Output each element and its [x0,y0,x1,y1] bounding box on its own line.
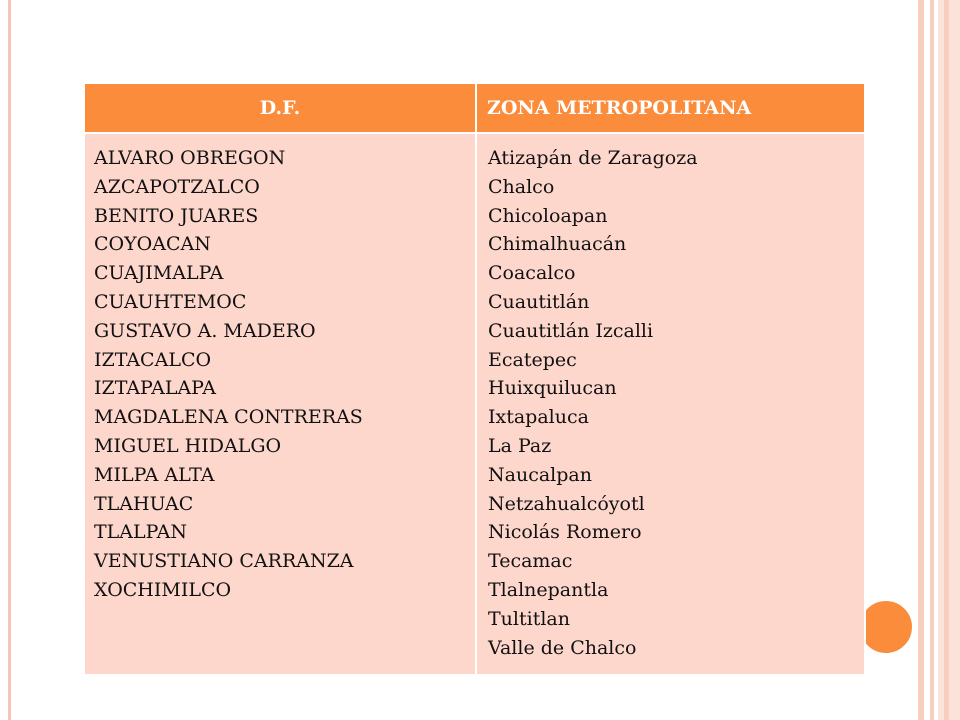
list-item: La Paz [488,434,552,457]
list-item: Ecatepec [488,348,577,371]
list-item: ALVARO OBREGON [94,147,286,169]
right-frame-band [938,0,960,720]
right-frame-band [930,0,934,720]
list-item: Cuautitlán [488,290,590,313]
right-frame-band [918,0,924,720]
list-item: Tultitlan [488,607,570,630]
list-item: Netzahualcóyotl [488,492,645,515]
list-item: IZTACALCO [94,348,212,371]
list-item: Chalco [488,175,555,198]
zona-municipios-list [486,144,856,662]
list-item: AZCAPOTZALCO [94,175,260,198]
list-item: Tecamac [488,550,573,573]
list-item: VENUSTIANO CARRANZA [94,550,354,573]
list-item: MILPA ALTA [94,463,215,486]
list-item: BENITO JUARES [94,204,259,227]
list-item: Huixquilucan [488,377,617,400]
list-item: Nicolás Romero [488,521,642,544]
df-delegaciones-list [94,144,467,605]
list-item: TLAHUAC [94,492,194,515]
header-df: D.F. [84,83,476,133]
list-item: Cuautitlán Izcalli [488,319,654,342]
list-item: XOCHIMILCO [94,578,232,601]
list-item: MIGUEL HIDALGO [94,434,282,457]
table-row [84,133,865,675]
list-item: Ixtapaluca [488,406,589,429]
list-item: Naucalpan [488,463,592,486]
list-item: CUAUHTEMOC [94,290,247,313]
left-frame-line [8,0,11,720]
table-header-row [84,83,865,133]
list-item: Coacalco [488,262,576,285]
list-item: Chimalhuacán [488,233,627,256]
municipalities-table [83,82,866,676]
header-zona-metropolitana: ZONA METROPOLITANA [476,83,865,133]
df-cell [84,133,476,675]
list-item: CUAJIMALPA [94,262,224,285]
list-item: Valle de Chalco [488,636,637,659]
list-item: TLALPAN [94,521,188,544]
list-item: COYOACAN [94,233,211,256]
right-frame-band [944,0,949,720]
list-item: Chicoloapan [488,204,608,227]
list-item: GUSTAVO A. MADERO [94,319,316,342]
list-item: Atizapán de Zaragoza [488,147,698,169]
list-item: Tlalnepantla [488,578,609,601]
list-item: IZTAPALAPA [94,377,216,400]
zona-cell [476,133,865,675]
list-item: MAGDALENA CONTRERAS [94,406,363,429]
